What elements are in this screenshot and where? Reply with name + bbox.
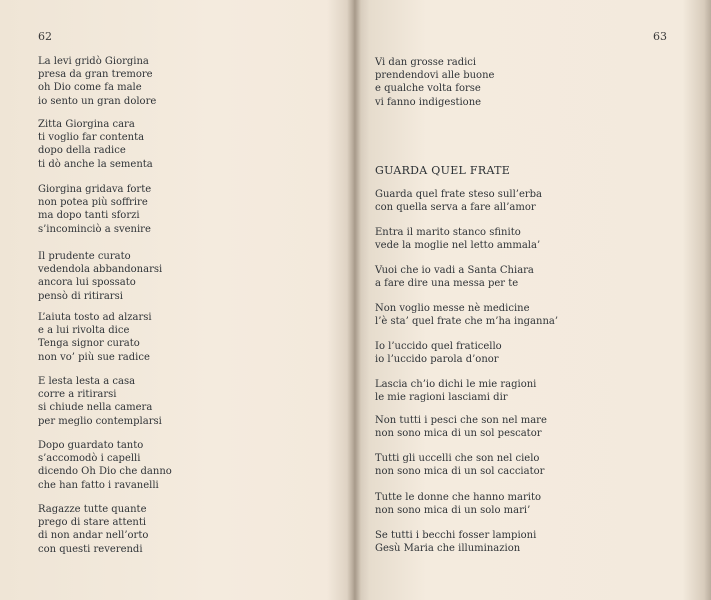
verse-line: a fare dire una messa per te bbox=[375, 278, 519, 290]
verse-line: Tutte le donne che hanno marito bbox=[375, 492, 542, 503]
verse-line: vede la moglie nel letto ammala’ bbox=[375, 240, 541, 252]
verse-line: Tutti gli uccelli che son nel cielo bbox=[375, 453, 540, 464]
verse-line: presa da gran tremore bbox=[38, 69, 153, 81]
stanza bbox=[375, 529, 536, 555]
verse-line: per meglio contemplarsi bbox=[38, 415, 162, 427]
verse-line: oh Dio come fa male bbox=[38, 82, 142, 94]
verse-line: ti dò anche la sementa bbox=[38, 158, 153, 170]
verse-line: s’incominciò a svenire bbox=[38, 223, 151, 235]
stanza bbox=[38, 503, 148, 556]
stanza bbox=[38, 55, 156, 108]
verse-line: Ragazze tutte quante bbox=[38, 504, 147, 515]
stanza bbox=[38, 311, 152, 364]
stanza bbox=[375, 378, 536, 404]
verse-line: non vo’ più sue radice bbox=[38, 351, 150, 363]
page-number-left: 62 bbox=[38, 30, 52, 43]
stanza bbox=[38, 439, 172, 492]
verse-line: non sono mica di un sol cacciator bbox=[375, 466, 545, 478]
verse-line: io sento un gran dolore bbox=[38, 95, 157, 107]
verse-line: Se tutti i becchi fosser lampioni bbox=[375, 530, 537, 541]
stanza bbox=[375, 491, 541, 517]
verse-line: La levi gridò Giorgina bbox=[38, 56, 149, 67]
verse-line: ancora lui spossato bbox=[38, 277, 136, 289]
verse-line: Non tutti i pesci che son nel mare bbox=[375, 415, 547, 426]
verse-line: ti voglio far contenta bbox=[38, 132, 145, 144]
stanza bbox=[375, 226, 540, 252]
stanza bbox=[375, 414, 547, 440]
verse-line: che han fatto i ravanelli bbox=[38, 479, 159, 491]
verse-line: Dopo guardato tanto bbox=[38, 440, 144, 451]
verse-line: Tenga signor curato bbox=[38, 338, 140, 350]
verse-line: Il prudente curato bbox=[38, 251, 131, 262]
verse-line: con quella serva a fare all’amor bbox=[375, 202, 536, 214]
verse-line: ma dopo tanti sforzi bbox=[38, 210, 140, 222]
verse-line: Zitta Giorgina cara bbox=[38, 119, 135, 130]
verse-line: prego di stare attenti bbox=[38, 517, 147, 529]
stanza bbox=[38, 183, 151, 236]
verse-line: prendendovi alle buone bbox=[375, 70, 495, 82]
verse-line: dicendo Oh Dio che danno bbox=[38, 466, 172, 478]
verse-line: io l’uccido parola d’onor bbox=[375, 354, 499, 366]
verse-line: Vuoi che io vadi a Santa Chiara bbox=[375, 265, 534, 276]
verse-line: Entra il marito stanco sfinito bbox=[375, 227, 521, 238]
verse-line: Lascia ch’io dichi le mie ragioni bbox=[375, 379, 537, 390]
verse-line: Gesù Maria che illuminazion bbox=[375, 543, 521, 555]
verse-line: corre a ritirarsi bbox=[38, 389, 117, 401]
stanza bbox=[38, 250, 162, 303]
left-page bbox=[0, 0, 353, 600]
stanza bbox=[375, 452, 544, 478]
right-page bbox=[355, 0, 711, 600]
verse-line: non sono mica di un solo mari’ bbox=[375, 505, 531, 517]
verse-line: dopo della radice bbox=[38, 145, 126, 157]
page-number-right: 63 bbox=[653, 30, 667, 43]
verse-line: s’accomodò i capelli bbox=[38, 453, 141, 465]
verse-line: le mie ragioni lasciami dir bbox=[375, 392, 508, 404]
verse-line: non sono mica di un sol pescator bbox=[375, 428, 542, 440]
verse-line: e qualche volta forse bbox=[375, 83, 481, 95]
section-title: GUARDA QUEL FRATE bbox=[375, 164, 511, 177]
verse-line: Guarda quel frate steso sull’erba bbox=[375, 189, 543, 200]
verse-line: vi fanno indigestione bbox=[375, 96, 482, 108]
verse-line: con questi reverendi bbox=[38, 543, 143, 555]
stanza bbox=[375, 302, 558, 328]
verse-line: vedendola abbandonarsi bbox=[38, 264, 163, 276]
stanza bbox=[375, 188, 542, 214]
verse-line: Non voglio messe nè medicine bbox=[375, 303, 530, 314]
verse-line: Giorgina gridava forte bbox=[38, 184, 152, 195]
verse-line: pensò di ritirarsi bbox=[38, 290, 123, 302]
verse-line: e a lui rivolta dice bbox=[38, 325, 130, 337]
verse-line: E lesta lesta a casa bbox=[38, 376, 136, 387]
stanza bbox=[375, 340, 502, 366]
verse-line: Io l’uccido quel fraticello bbox=[375, 341, 502, 352]
verse-line: l’è sta’ quel frate che m’ha inganna’ bbox=[375, 316, 559, 328]
verse-line: di non andar nell’orto bbox=[38, 530, 149, 542]
stanza bbox=[375, 264, 534, 290]
stanza bbox=[38, 375, 162, 428]
verse-line: non potea più soffrire bbox=[38, 197, 148, 209]
verse-line: si chiude nella camera bbox=[38, 402, 153, 414]
verse-line: L’aiuta tosto ad alzarsi bbox=[38, 312, 152, 323]
stanza bbox=[38, 118, 153, 171]
verse-line: Vi dan grosse radici bbox=[375, 57, 477, 68]
intro-stanza bbox=[375, 56, 494, 109]
